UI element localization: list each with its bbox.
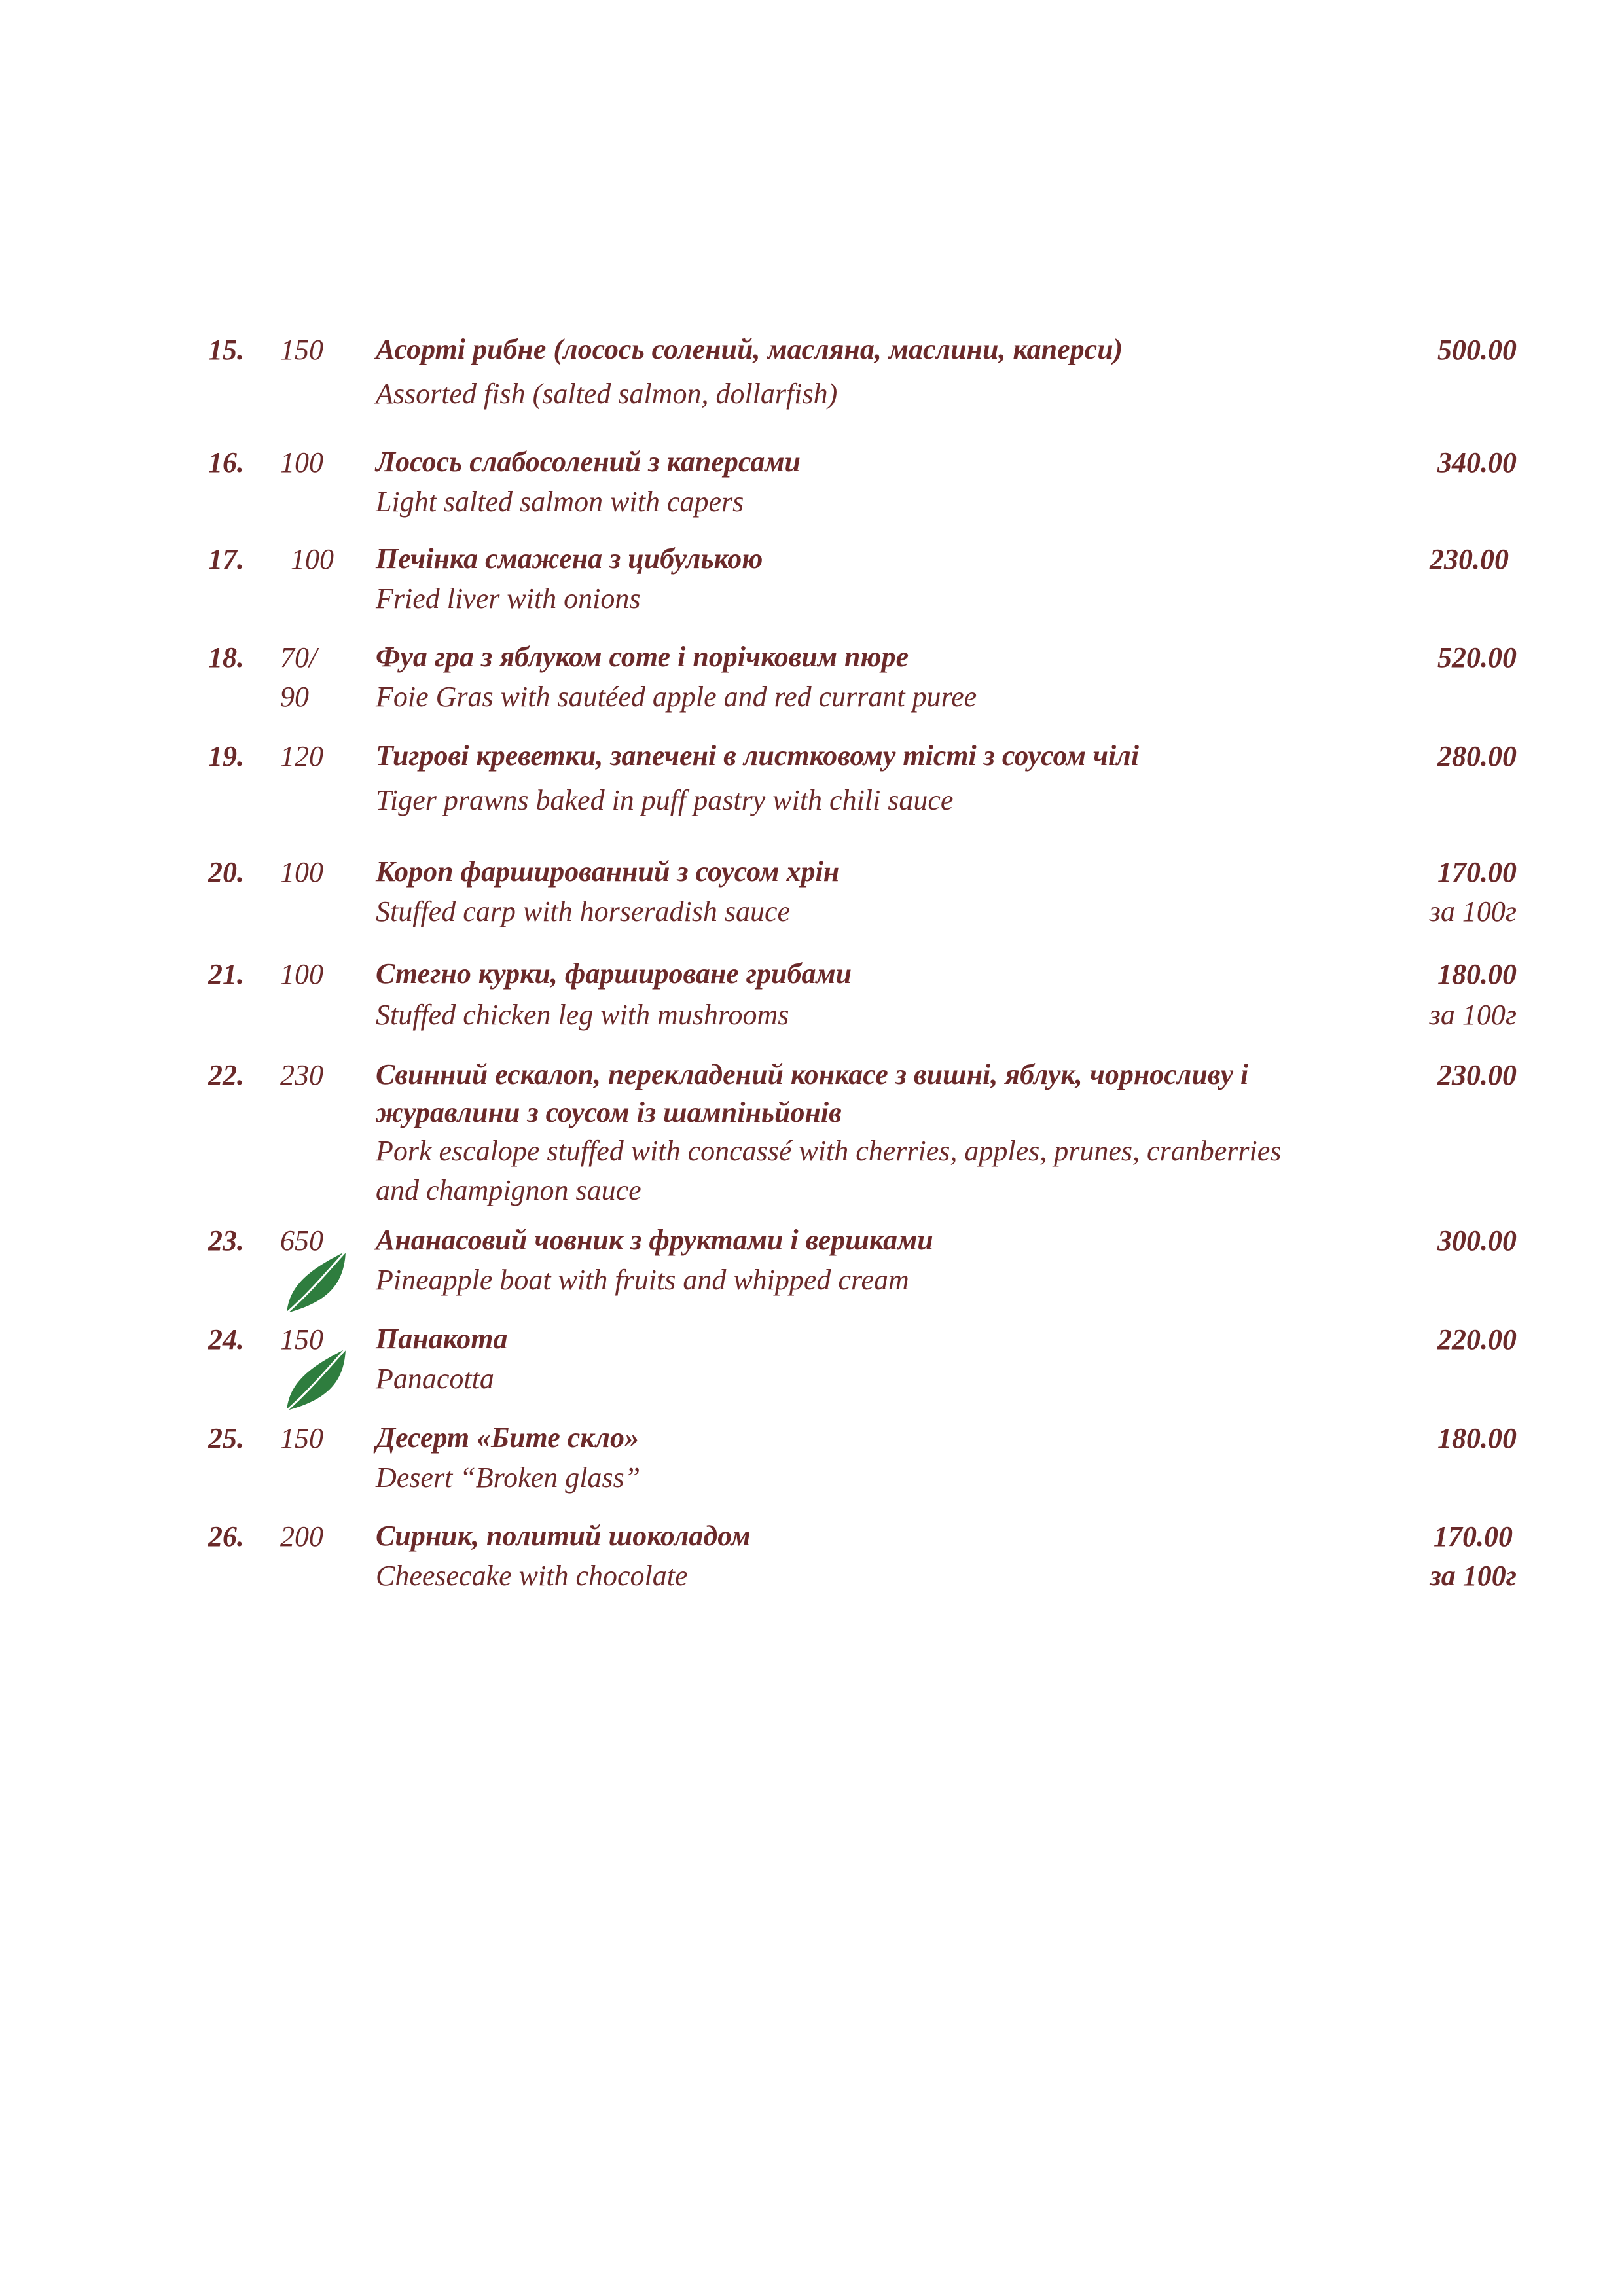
leaf-icon (280, 1247, 352, 1319)
item-number: 20. (208, 856, 244, 888)
item-price: 170.00 (1434, 1520, 1513, 1552)
item-description: Stuffed chicken leg with mushrooms (376, 999, 789, 1031)
item-price: 180.00 (1437, 1422, 1517, 1454)
item-description: Pineapple boat with fruits and whipped cream (376, 1264, 909, 1296)
item-weight: 70/ 90 (280, 641, 317, 713)
item-number: 15. (208, 334, 244, 366)
item-title: Стегно курки, фаршироване грибами (376, 958, 852, 990)
item-number: 23. (208, 1225, 244, 1257)
item-weight: 200 (280, 1520, 323, 1552)
item-price: 500.00 (1437, 334, 1517, 366)
item-title: Асорті рибне (лосось солений, масляна, маслини, каперси) (376, 333, 1123, 365)
item-title: Сирник, политий шоколадом (376, 1520, 751, 1552)
item-price-unit: за 100г (1430, 1560, 1517, 1592)
item-description: Panacotta (376, 1363, 494, 1395)
item-price: 280.00 (1437, 740, 1517, 772)
item-description: Desert “Broken glass” (376, 1462, 641, 1494)
item-price-unit: за 100г (1429, 999, 1517, 1031)
item-price-unit: за 100г (1429, 895, 1517, 927)
item-number: 16. (208, 446, 244, 478)
item-price: 220.00 (1437, 1323, 1517, 1355)
item-title: Короп фаршированний з соусом хрін (376, 855, 840, 888)
item-title: Печінка смажена з цибулькою (376, 543, 763, 575)
item-number: 18. (208, 641, 244, 673)
item-weight: 100 (280, 958, 323, 990)
item-title: Панакота (376, 1323, 508, 1355)
item-number: 17. (208, 543, 244, 575)
item-price: 300.00 (1437, 1225, 1517, 1257)
item-price: 170.00 (1437, 856, 1517, 888)
item-price: 230.00 (1430, 543, 1509, 575)
item-description: Light salted salmon with capers (376, 486, 744, 518)
item-number: 25. (208, 1422, 244, 1454)
item-title: Десерт «Бите скло» (376, 1422, 640, 1454)
item-weight: 100 (280, 856, 323, 888)
item-weight: 100 (280, 446, 323, 478)
item-price: 180.00 (1437, 958, 1517, 990)
item-weight: 150 (280, 1323, 323, 1355)
item-description: Fried liver with onions (376, 583, 641, 615)
item-description: Tiger prawns baked in puff pastry with chili sauce (376, 784, 954, 816)
item-weight: 120 (280, 740, 323, 772)
item-weight: 100 (291, 543, 334, 575)
item-number: 24. (208, 1323, 244, 1355)
item-title: Фуа гра з яблуком соте і порічковим пюре (376, 641, 909, 673)
item-title: Тигрові креветки, запечені в листковому тісті з соусом чілі (376, 740, 1140, 772)
item-description: Cheesecake with chocolate (376, 1560, 688, 1592)
item-price: 520.00 (1437, 641, 1517, 673)
item-description: Foie Gras with sautéed apple and red currant puree (376, 681, 977, 713)
item-description: Pork escalope stuffed with concassé with cherries, apples, prunes, cranberries and champignon sauce (376, 1135, 1282, 1206)
item-weight: 650 (280, 1225, 323, 1257)
item-description: Assorted fish (salted salmon, dollarfish) (376, 378, 838, 410)
item-title: Свинний ескалоп, перекладений конкасе з вишні, яблук, чорносливу і журавлини з соусом із шампіньйонів (376, 1058, 1249, 1128)
item-number: 22. (208, 1059, 244, 1091)
item-description: Stuffed carp with horseradish sauce (376, 895, 791, 927)
item-price: 340.00 (1437, 446, 1517, 478)
item-weight: 150 (280, 1422, 323, 1454)
item-number: 26. (208, 1520, 244, 1552)
item-number: 19. (208, 740, 244, 772)
item-number: 21. (208, 958, 244, 990)
item-weight: 150 (280, 334, 323, 366)
item-title: Лосось слабосолений з каперсами (376, 446, 801, 478)
item-title: Ананасовий човник з фруктами і вершками (376, 1224, 933, 1256)
item-weight: 230 (280, 1059, 323, 1091)
leaf-icon (280, 1345, 352, 1417)
item-price: 230.00 (1437, 1059, 1517, 1091)
